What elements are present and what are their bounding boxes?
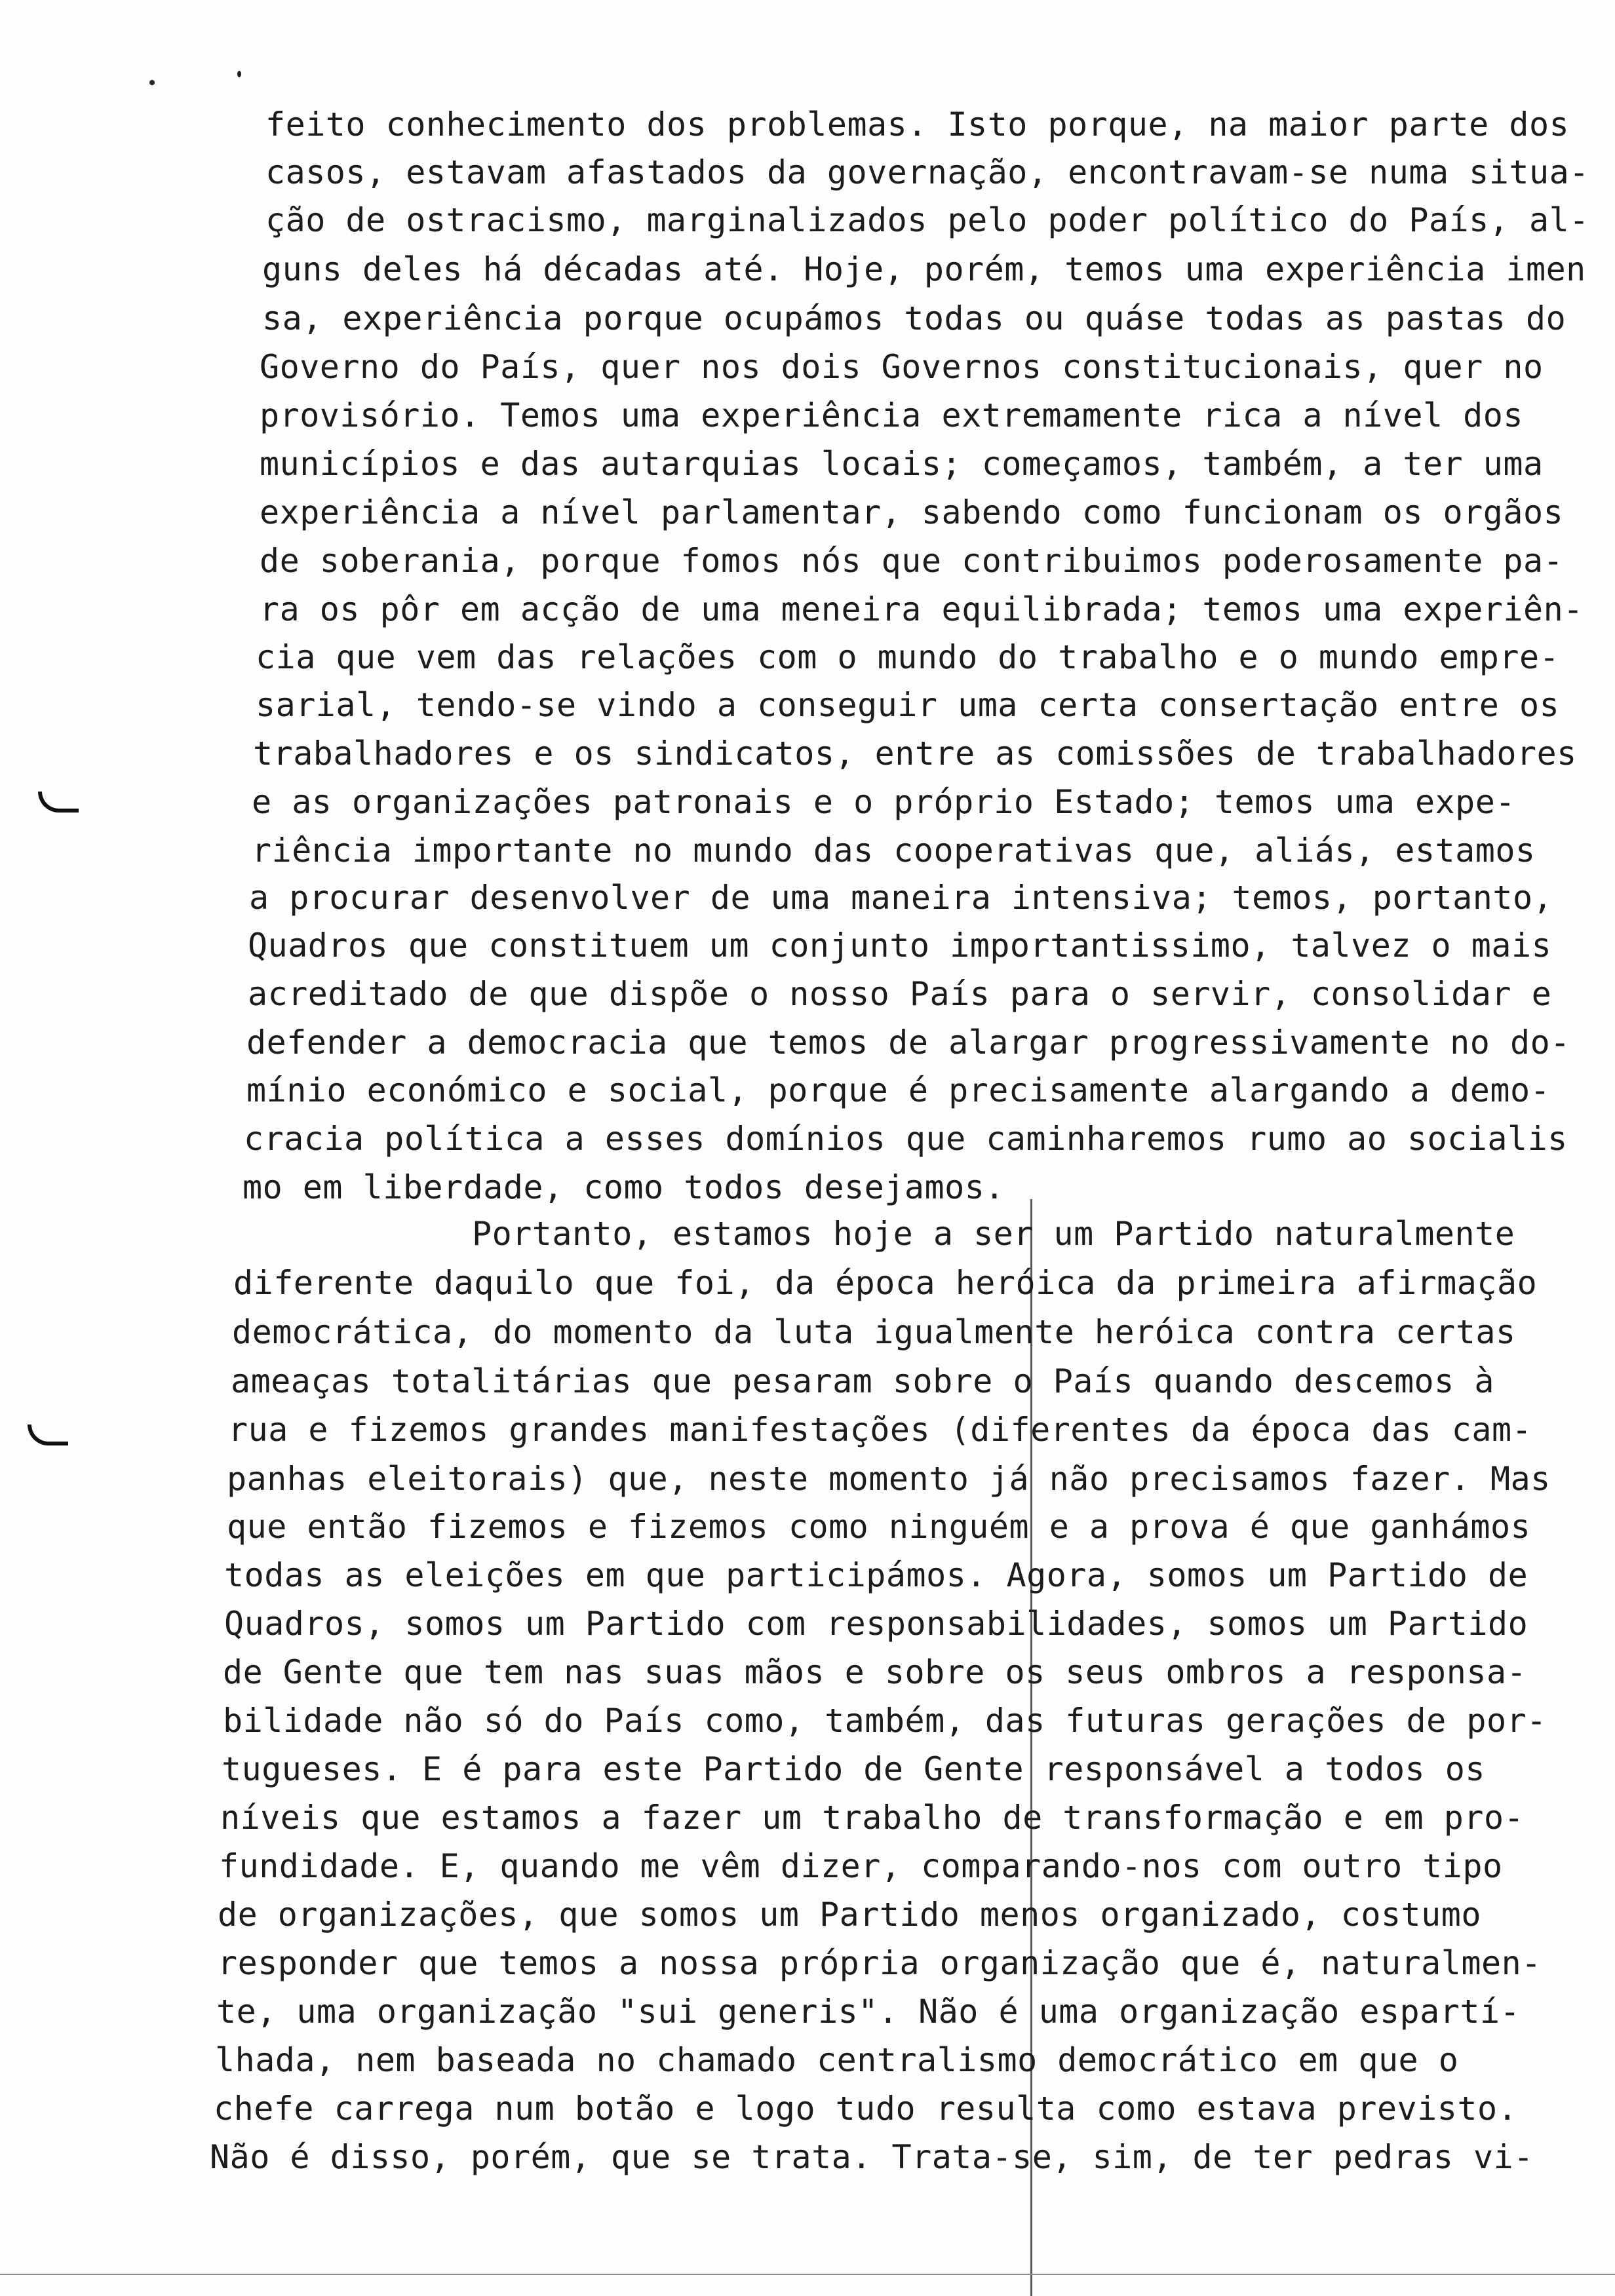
text-line: feito conhecimento dos problemas. Isto porque, na maior parte dos (265, 105, 1570, 144)
text-line: a procurar desenvolver de uma maneira intensiva; temos, portanto, (249, 879, 1553, 917)
text-line: panhas eleitorais) que, neste momento já não precisamos fazer. Mas (227, 1460, 1551, 1498)
text-line: mínio económico e social, porque é precisamente alargando a demo- (246, 1071, 1551, 1109)
text-line: Não é disso, porém, que se trata. Trata-se, sim, de ter pedras vi- (210, 2138, 1534, 2176)
text-line: diferente daquilo que foi, da época heróica da primeira afirmação (233, 1264, 1538, 1302)
text-line: acreditado de que dispõe o nosso País para o servir, consolidar e (248, 975, 1552, 1013)
text-line: mo em liberdade, como todos desejamos. (243, 1168, 1005, 1206)
text-line: tugueses. E é para este Partido de Gente responsável a todos os (222, 1750, 1485, 1788)
text-line: democrática, do momento da luta igualmente heróica contra certas (232, 1313, 1516, 1351)
punch-hole-mark (28, 1425, 68, 1445)
text-line: Quadros, somos um Partido com responsabilidades, somos um Partido (224, 1605, 1528, 1643)
text-line: trabalhadores e os sindicatos, entre as comissões de trabalhadores (253, 735, 1577, 773)
text-line: Governo do País, quer nos dois Governos constitucionais, quer no (260, 348, 1544, 386)
text-line: municípios e das autarquias locais; começamos, também, a ter uma (260, 445, 1544, 483)
text-line: de organizações, que somos um Partido menos organizado, costumo (218, 1896, 1481, 1934)
text-line: ção de ostracismo, marginalizados pelo poder político do País, al- (265, 201, 1589, 239)
text-line: todas as eleições em que participámos. Agora, somos um Partido de (224, 1556, 1528, 1594)
text-line: sa, experiência porque ocupámos todas ou quáse todas as pastas do (262, 299, 1566, 337)
text-line: provisório. Temos uma experiência extremamente rica a nível dos (260, 396, 1523, 434)
punch-hole-mark (38, 792, 79, 813)
text-line: guns deles há décadas até. Hoje, porém, temos uma experiência imen (262, 250, 1586, 288)
text-line: experiência a nível parlamentar, sabendo como funcionam os orgãos (260, 493, 1564, 531)
text-line: lhada, nem baseada no chamado centralismo democrático em que o (215, 2041, 1459, 2079)
text-line: e as organizações patronais e o próprio Estado; temos uma expe- (252, 783, 1515, 821)
text-line: ra os pôr em acção de uma meneira equilibrada; temos uma experiên- (260, 590, 1584, 628)
text-line: de soberania, porque fomos nós que contribuimos poderosamente pa- (260, 542, 1564, 580)
text-line: casos, estavam afastados da governação, encontravam-se numa situa- (265, 153, 1589, 191)
text-line: de Gente que tem nas suas mãos e sobre os seus ombros a responsa- (223, 1653, 1527, 1691)
text-line: rua e fizemos grandes manifestações (diferentes da época das cam- (228, 1411, 1532, 1449)
text-line: bilidade não só do País como, também, das futuras gerações de por- (223, 1702, 1547, 1740)
text-line: sarial, tendo-se vindo a conseguir uma certa consertação entre os (256, 686, 1560, 724)
text-line: te, uma organização "sui generis". Não é uma organização espartí- (216, 1993, 1521, 2031)
text-line: cia que vem das relações com o mundo do trabalho e o mundo empre- (256, 638, 1560, 676)
text-line: riência importante no mundo das cooperativas que, aliás, estamos (252, 832, 1536, 870)
text-line: níveis que estamos a fazer um trabalho de transformação e em pro- (220, 1799, 1525, 1837)
page-bottom-edge (0, 2274, 1615, 2275)
text-line: ameaças totalitárias que pesaram sobre o País quando descemos à (231, 1362, 1494, 1400)
text-line: Quadros que constituem um conjunto importantissimo, talvez o mais (248, 927, 1552, 965)
text-line: responder que temos a nossa própria organização que é, naturalmen- (218, 1944, 1542, 1982)
text-line: defender a democracia que temos de alargar progressivamente no do- (246, 1024, 1570, 1062)
text-line: que então fizemos e fizemos como ninguém e a prova é que ganhámos (227, 1508, 1531, 1546)
page-speck (149, 80, 155, 85)
text-line: chefe carrega num botão e logo tudo resulta como estava previsto. (214, 2090, 1518, 2128)
text-line: Portanto, estamos hoje a ser um Partido naturalmente (472, 1215, 1515, 1253)
text-line: fundidade. E, quando me vêm dizer, comparando-nos com outro tipo (219, 1847, 1503, 1885)
page-speck (237, 71, 241, 77)
text-line: cracia política a esses domínios que caminharemos rumo ao socialis (244, 1120, 1568, 1158)
